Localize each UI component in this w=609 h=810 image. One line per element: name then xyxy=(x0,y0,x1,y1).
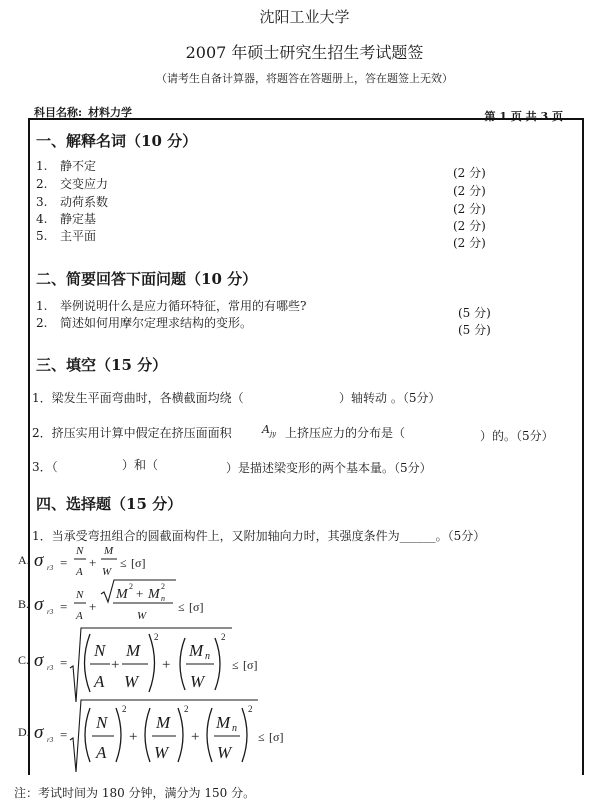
left-paren xyxy=(85,708,90,762)
option-d-label: D. xyxy=(18,725,30,739)
s1-score-3: (2 分) xyxy=(453,202,486,216)
right-paren xyxy=(149,634,155,692)
s1-item-text: 主平面 xyxy=(60,229,97,243)
s3-q2-part-a: 2．挤压实用计算中假定在挤压面面积 xyxy=(32,426,232,440)
frac-den-w: W xyxy=(190,672,205,691)
exam-notice: （请考生自备计算器，将题答在答题册上，答在题签上无效） xyxy=(156,72,453,85)
s2-score-1: (5 分) xyxy=(458,306,491,320)
frac-den-w: W xyxy=(102,566,112,578)
s1-score-2: (2 分) xyxy=(453,184,486,198)
s4-q1-text: 1．当承受弯扭组合的圆截面构件上，又附加轴向力时，其强度条件为______。（5分） xyxy=(32,529,486,543)
s2-item-text: 简述如何用摩尔定理求结构的变形。 xyxy=(60,316,253,330)
s3-q2-part-b: 上挤压应力的分布是（ xyxy=(285,426,406,440)
left-paren xyxy=(145,708,150,762)
left-paren xyxy=(207,708,212,762)
footer-note: 注：考试时间为 180 分钟，满分为 150 分。 xyxy=(14,786,256,800)
s1-item-no: 4. xyxy=(36,212,48,226)
eq-sign: = xyxy=(60,555,68,570)
sigma-sub: r3 xyxy=(47,664,54,672)
s3-q3-part-c: ）是描述梁变形的两个基本量。（5分） xyxy=(226,461,432,475)
exp-2: 2 xyxy=(154,632,159,642)
s2-item-no: 1. xyxy=(36,299,48,313)
frac-num-n: N xyxy=(96,713,108,732)
frac-num-n: N xyxy=(76,589,84,601)
frac-den-w: W xyxy=(124,672,139,691)
frac-num-n: N xyxy=(94,641,106,660)
plus-sign: + xyxy=(111,657,120,673)
plus-sign: + xyxy=(89,555,97,570)
frac-num-n: N xyxy=(76,545,84,557)
plus-sign: + xyxy=(162,657,171,673)
moment-mn: M xyxy=(216,713,231,732)
right-paren xyxy=(178,708,183,762)
plus-sign: + xyxy=(129,729,138,745)
exam-title: 2007 年硕士研究生招生考试题签 xyxy=(185,43,424,62)
le-sign: ≤ xyxy=(178,600,185,614)
allow-stress: [σ] xyxy=(189,600,204,614)
option-a-label: A. xyxy=(18,553,30,567)
plus-sign: + xyxy=(89,599,97,614)
le-sign: ≤ xyxy=(232,658,239,672)
sigma-symbol: σ xyxy=(34,594,44,615)
s3-q3-part-a: 3．（ xyxy=(32,460,58,474)
s1-score-1: (2 分) xyxy=(453,166,486,180)
left-paren xyxy=(85,634,91,692)
s1-item-no: 1. xyxy=(36,159,48,173)
sigma-symbol: σ xyxy=(34,550,44,571)
frac-num-m: M xyxy=(156,713,171,732)
sigma-symbol: σ xyxy=(34,722,44,743)
section1-title: 一、解释名词（10 分） xyxy=(36,132,198,150)
frac-den-a: A xyxy=(96,743,107,762)
option-b-label: B. xyxy=(18,597,30,611)
s1-item-text: 动荷系数 xyxy=(60,195,109,209)
frac-den-w: W xyxy=(217,743,232,762)
frac-den-a: A xyxy=(76,566,83,578)
allow-stress: [σ] xyxy=(131,556,146,570)
exp-2: 2 xyxy=(122,704,127,714)
exp-2: 2 xyxy=(221,632,226,642)
sub-n: n xyxy=(205,651,210,662)
option-d-formula xyxy=(18,700,283,772)
frac-num-m: M xyxy=(104,545,114,557)
allow-stress: [σ] xyxy=(269,730,284,744)
moment-mn: M xyxy=(189,641,204,660)
sigma-sub: r3 xyxy=(47,736,54,744)
option-c-formula xyxy=(18,628,257,702)
plus-sign: + xyxy=(136,586,144,601)
s2-item-text: 举例说明什么是应力循环特征，常用的有哪些? xyxy=(60,299,307,313)
option-b-formula xyxy=(18,580,203,622)
s1-item-text: 静定基 xyxy=(60,212,97,226)
sigma-symbol: σ xyxy=(34,650,44,671)
school-name: 沈阳工业大学 xyxy=(259,8,350,26)
frac-den-w: W xyxy=(137,610,147,622)
s1-item-no: 3. xyxy=(36,195,48,209)
sigma-sub: r3 xyxy=(47,564,54,572)
s1-item-text: 静不定 xyxy=(60,159,97,173)
section4-title: 四、选择题（15 分） xyxy=(36,495,183,513)
le-sign: ≤ xyxy=(258,730,265,744)
eq-sign: = xyxy=(60,655,68,670)
plus-sign: + xyxy=(191,729,200,745)
s1-score-4: (2 分) xyxy=(453,219,486,233)
exp-2: 2 xyxy=(248,704,253,714)
subject-name: 材料力学 xyxy=(88,106,133,119)
page-number: 第 1 页 共 3 页 xyxy=(484,110,563,123)
left-paren xyxy=(180,638,185,690)
frac-den-w: W xyxy=(154,743,169,762)
exp-2: 2 xyxy=(184,704,189,714)
s3-q1-part-b: ）轴转动 。（5分） xyxy=(339,391,441,405)
sub-n: n xyxy=(161,594,165,603)
s2-score-2: (5 分) xyxy=(458,323,491,337)
moment-m: M xyxy=(116,587,128,602)
option-c-label: C. xyxy=(18,653,30,667)
right-paren xyxy=(215,638,220,690)
s3-q3-part-b: ）和（ xyxy=(122,458,159,472)
moment-mn: M xyxy=(148,587,160,602)
right-paren xyxy=(242,708,247,762)
area-symbol: A xyxy=(262,423,270,436)
exp-2: 2 xyxy=(129,582,133,591)
exp-2: 2 xyxy=(161,582,165,591)
frac-den-a: A xyxy=(94,672,105,691)
s2-item-no: 2. xyxy=(36,316,48,330)
s1-item-text: 交变应力 xyxy=(60,177,109,191)
le-sign: ≤ xyxy=(120,556,127,570)
right-paren xyxy=(116,708,121,762)
s1-item-no: 2. xyxy=(36,177,48,191)
s1-score-5: (2 分) xyxy=(453,236,486,250)
subject-label: 科目名称: xyxy=(34,106,83,119)
section3-title: 三、填空（15 分） xyxy=(36,356,168,374)
sigma-sub: r3 xyxy=(47,608,54,616)
section2-title: 二、简要回答下面问题（10 分） xyxy=(36,270,258,288)
s1-item-no: 5. xyxy=(36,229,48,243)
option-a-formula xyxy=(18,545,145,578)
frac-num-m: M xyxy=(126,641,141,660)
frac-den-a: A xyxy=(76,610,83,622)
eq-sign: = xyxy=(60,727,68,742)
allow-stress: [σ] xyxy=(243,658,258,672)
s3-q1-part-a: 1．梁发生平面弯曲时，各横截面均绕（ xyxy=(32,391,244,405)
sub-n: n xyxy=(232,723,237,734)
area-subscript: jy xyxy=(269,430,277,439)
eq-sign: = xyxy=(60,599,68,614)
s3-q2-part-c: ）的。（5分） xyxy=(480,429,554,443)
